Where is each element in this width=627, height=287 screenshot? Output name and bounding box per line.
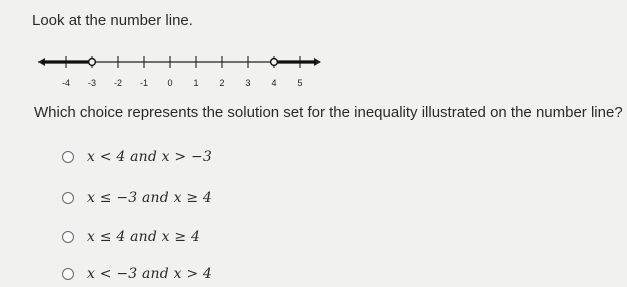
prompt-text: Look at the number line. [32,12,193,29]
tick-label: -2 [113,78,123,88]
choice-label: x < −3 and x > 4 [87,266,213,282]
radio-button-icon[interactable] [62,192,74,204]
radio-button-icon[interactable] [62,231,74,243]
endpoint-right [271,59,278,66]
tick-label: 2 [219,78,225,88]
tick-label: 0 [167,78,173,88]
answer-choice-4[interactable] [62,266,212,282]
answer-choice-1[interactable] [62,149,212,165]
radio-button-icon[interactable] [62,268,74,280]
tick-label: -1 [139,78,149,88]
radio-button-icon[interactable] [62,151,74,163]
choice-label: x < 4 and x > −3 [87,149,213,165]
tick-label: -3 [87,78,97,88]
choice-label: x ≤ 4 and x ≥ 4 [87,229,201,245]
question-text: Which choice represents the solution set for the inequality illustrated on the number line? [34,104,623,121]
answer-choice-3[interactable] [62,229,200,245]
answer-choice-2[interactable] [62,190,212,206]
tick-label: 5 [297,78,303,88]
choice-label: x ≤ −3 and x ≥ 4 [87,190,213,206]
endpoint-left [89,59,96,66]
tick-label: 3 [245,78,251,88]
tick-label: -4 [61,78,71,88]
number-line [36,50,326,98]
tick-label: 1 [193,78,199,88]
tick-label: 4 [271,78,277,88]
